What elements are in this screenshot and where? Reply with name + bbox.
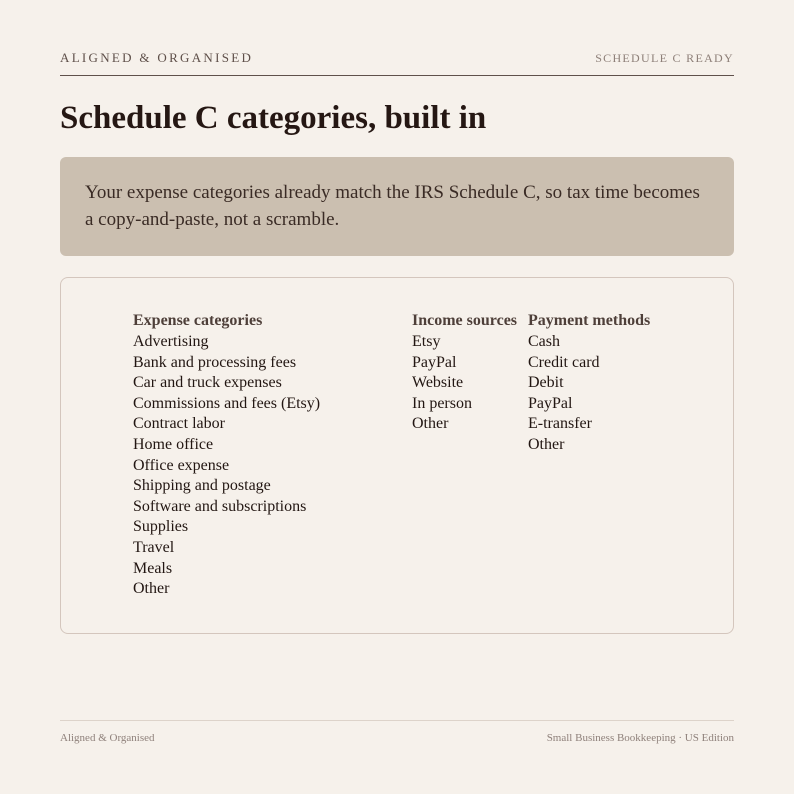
expense-category-item: Car and truck expenses bbox=[133, 374, 282, 392]
income-source-item: PayPal bbox=[412, 353, 457, 371]
payment-method-item: Credit card bbox=[528, 353, 600, 371]
footer-edition: Small Business Bookkeeping · US Edition bbox=[546, 732, 734, 744]
expense-category-item: Contract labor bbox=[133, 415, 225, 433]
expense-category-item: Other bbox=[133, 580, 170, 598]
expense-category-item: Advertising bbox=[133, 333, 209, 350]
payment-method-item: Debit bbox=[528, 374, 564, 392]
page bbox=[60, 0, 734, 794]
expense-category-item: Travel bbox=[133, 538, 175, 556]
payment-method-item: E-transfer bbox=[528, 415, 592, 433]
intro-callout: Your expense categories already match the IRS Schedule C, so tax time becomes a copy-and-paste, not a scramble. bbox=[60, 157, 734, 256]
payment-method-item: Other bbox=[528, 435, 565, 453]
page-title: Schedule C categories, built in bbox=[60, 100, 487, 136]
expense-category-item: Home office bbox=[133, 435, 214, 453]
income-source-item: Other bbox=[412, 415, 449, 433]
payment-methods-list bbox=[528, 332, 650, 456]
income-sources-column bbox=[412, 310, 517, 435]
expense-category-item: Meals bbox=[133, 559, 173, 577]
expense-categories-heading: Expense categories bbox=[133, 312, 263, 329]
payment-method-item: Cash bbox=[528, 333, 560, 350]
income-source-item: Etsy bbox=[412, 333, 441, 350]
brand-name: ALIGNED & ORGANISED bbox=[60, 50, 254, 65]
expense-category-item: Office expense bbox=[133, 456, 230, 474]
expense-category-item: Shipping and postage bbox=[133, 477, 271, 495]
income-source-item: Website bbox=[412, 374, 464, 392]
expense-category-item: Commissions and fees (Etsy) bbox=[133, 394, 321, 412]
income-source-item: In person bbox=[412, 394, 472, 412]
expense-categories-column bbox=[133, 310, 320, 600]
schedule-c-ready-label: SCHEDULE C READY bbox=[595, 51, 734, 65]
expense-category-item: Software and subscriptions bbox=[133, 497, 307, 515]
footer-brand: Aligned & Organised bbox=[60, 732, 155, 744]
categories-panel bbox=[60, 277, 734, 634]
expense-categories-list bbox=[133, 332, 320, 600]
page-footer bbox=[60, 720, 734, 745]
income-sources-list bbox=[412, 332, 517, 435]
payment-methods-column bbox=[528, 310, 650, 456]
expense-category-item: Supplies bbox=[133, 518, 189, 536]
payment-methods-heading: Payment methods bbox=[528, 312, 651, 329]
page-header bbox=[60, 50, 734, 76]
expense-category-item: Bank and processing fees bbox=[133, 353, 297, 371]
income-sources-heading: Income sources bbox=[412, 312, 518, 329]
payment-method-item: PayPal bbox=[528, 394, 573, 412]
